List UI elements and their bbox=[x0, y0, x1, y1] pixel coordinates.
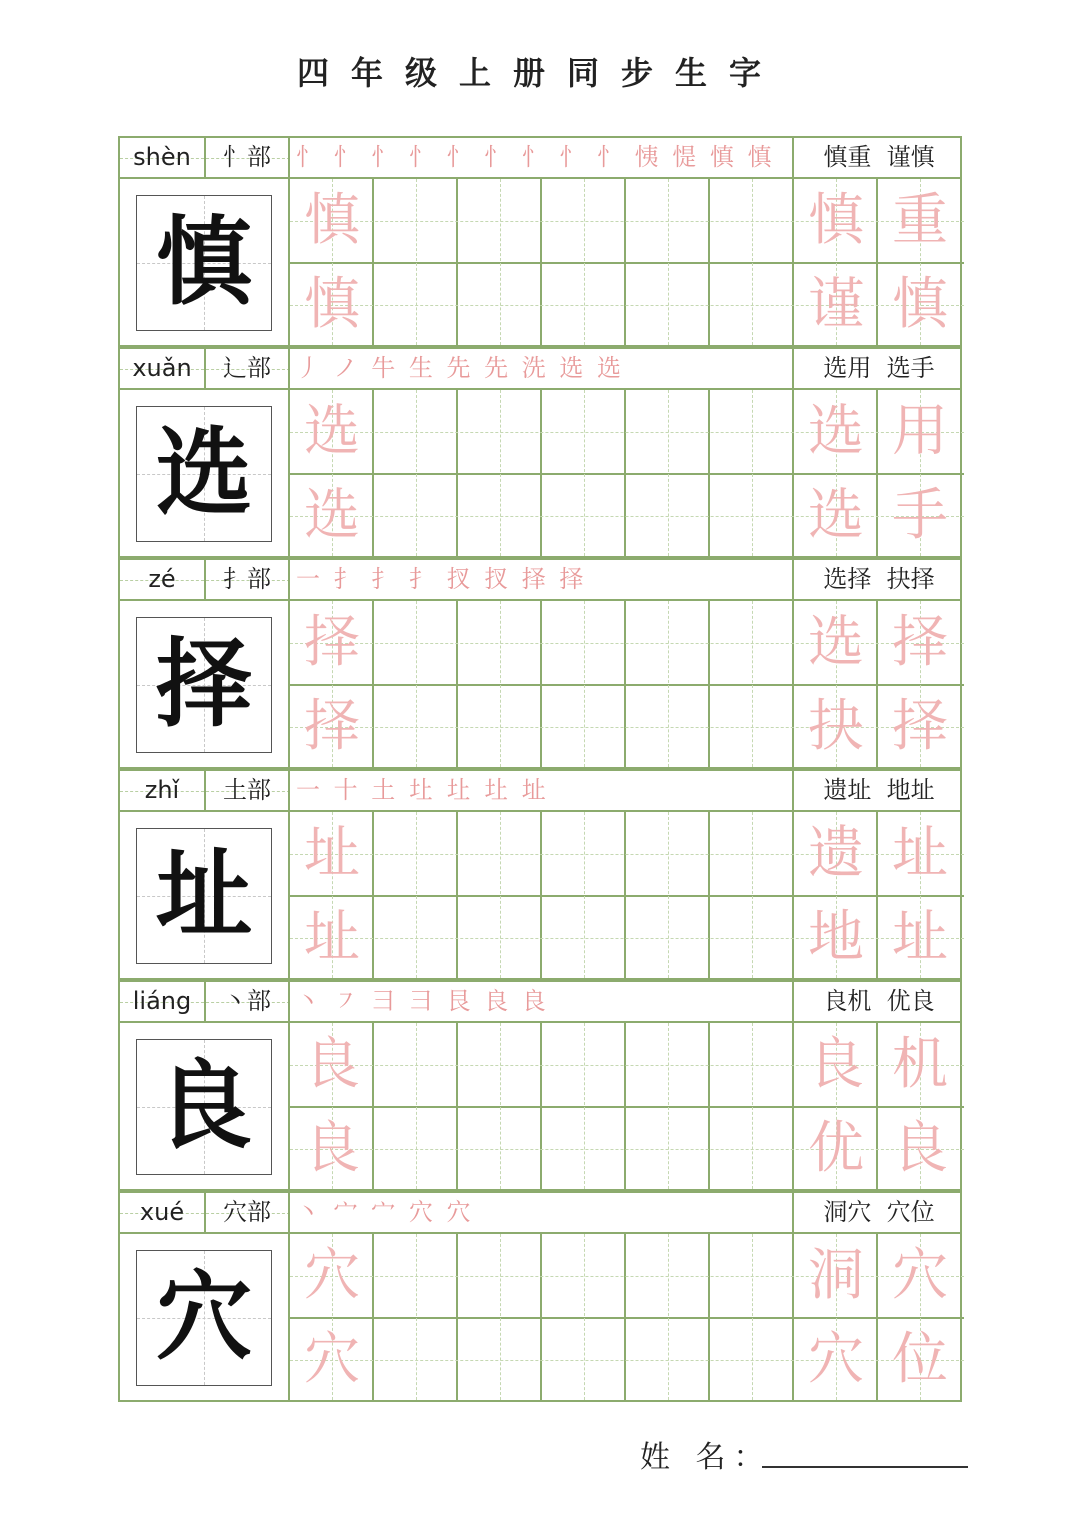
writing-cell[interactable] bbox=[542, 812, 626, 896]
model-character: 址 bbox=[156, 838, 252, 951]
trace-character: 择 bbox=[304, 610, 360, 675]
writing-cell[interactable] bbox=[374, 1023, 458, 1107]
writing-cell[interactable] bbox=[458, 263, 542, 347]
word-trace-character: 择 bbox=[892, 610, 948, 675]
block-header bbox=[118, 347, 962, 390]
pinyin-label: zhǐ bbox=[144, 776, 180, 804]
word-trace-character: 良 bbox=[808, 1032, 864, 1097]
writing-cell[interactable] bbox=[374, 263, 458, 347]
model-character-box bbox=[136, 617, 272, 753]
pinyin-label: liáng bbox=[132, 987, 192, 1015]
radical-label: 扌部 bbox=[223, 565, 271, 593]
stroke-order: 丿 ノ 牛 生 先 先 洗 选 选 bbox=[296, 354, 625, 382]
writing-cell[interactable] bbox=[374, 390, 458, 474]
stroke-order: 丶 ㇇ 彐 彐 艮 良 良 bbox=[296, 987, 549, 1015]
trace-character: 择 bbox=[304, 694, 360, 759]
writing-cell[interactable] bbox=[374, 601, 458, 685]
word-pair-label: 选用 选手 bbox=[823, 354, 935, 382]
word-pair-label: 洞穴 穴位 bbox=[823, 1198, 935, 1226]
block-header bbox=[118, 558, 962, 601]
trace-character: 慎 bbox=[304, 188, 360, 253]
block-header bbox=[118, 136, 962, 179]
practice-grid bbox=[118, 812, 962, 980]
word-pair-label: 遗址 地址 bbox=[823, 776, 935, 804]
writing-cell[interactable] bbox=[458, 812, 542, 896]
word-trace-character: 择 bbox=[892, 694, 948, 759]
writing-cell[interactable] bbox=[458, 601, 542, 685]
word-trace-character: 用 bbox=[892, 399, 948, 464]
radical-label: 穴部 bbox=[223, 1198, 271, 1226]
stroke-order: 一 十 土 圵 圵 圵 址 bbox=[296, 776, 549, 804]
writing-cell[interactable] bbox=[458, 1023, 542, 1107]
writing-cell[interactable] bbox=[542, 896, 626, 980]
radical-label: 土部 bbox=[223, 776, 271, 804]
writing-cell[interactable] bbox=[710, 1107, 794, 1191]
model-character: 良 bbox=[156, 1049, 252, 1162]
word-trace-character: 手 bbox=[892, 483, 948, 548]
practice-grid bbox=[118, 1234, 962, 1402]
word-trace-character: 洞 bbox=[808, 1243, 864, 1308]
writing-cell[interactable] bbox=[626, 685, 710, 769]
character-block bbox=[118, 769, 962, 980]
model-character: 选 bbox=[156, 416, 252, 529]
writing-cell[interactable] bbox=[626, 812, 710, 896]
writing-cell[interactable] bbox=[542, 179, 626, 263]
page-title: 四年级上册同步生字 bbox=[296, 54, 783, 92]
writing-cell[interactable] bbox=[626, 179, 710, 263]
word-pair-label: 良机 优良 bbox=[823, 987, 935, 1015]
name-label: 姓 名： bbox=[640, 1440, 772, 1475]
block-header bbox=[118, 769, 962, 812]
block-header bbox=[118, 1191, 962, 1234]
writing-cell[interactable] bbox=[710, 179, 794, 263]
word-trace-character: 选 bbox=[808, 399, 864, 464]
pinyin-label: zé bbox=[148, 565, 176, 593]
word-trace-character: 选 bbox=[808, 483, 864, 548]
word-trace-character: 重 bbox=[892, 188, 948, 253]
trace-character: 慎 bbox=[304, 272, 360, 337]
writing-cell[interactable] bbox=[710, 896, 794, 980]
writing-cell[interactable] bbox=[626, 263, 710, 347]
radical-label: 忄部 bbox=[223, 143, 271, 171]
word-trace-character: 抉 bbox=[808, 694, 864, 759]
character-block bbox=[118, 347, 962, 558]
character-block bbox=[118, 1191, 962, 1402]
word-trace-character: 地 bbox=[808, 905, 864, 970]
writing-cell[interactable] bbox=[542, 601, 626, 685]
writing-cell[interactable] bbox=[626, 390, 710, 474]
practice-grid bbox=[118, 390, 962, 558]
word-pair-label: 选择 抉择 bbox=[823, 565, 935, 593]
trace-character: 穴 bbox=[304, 1327, 360, 1392]
model-character-box bbox=[136, 1039, 272, 1175]
writing-cell[interactable] bbox=[458, 390, 542, 474]
word-trace-character: 谨 bbox=[808, 272, 864, 337]
trace-character: 穴 bbox=[304, 1243, 360, 1308]
writing-cell[interactable] bbox=[542, 1234, 626, 1318]
radical-label: 丶部 bbox=[223, 987, 271, 1015]
radical-label: 辶部 bbox=[223, 354, 271, 382]
writing-cell[interactable] bbox=[458, 1234, 542, 1318]
writing-cell[interactable] bbox=[710, 263, 794, 347]
word-trace-character: 慎 bbox=[892, 272, 948, 337]
word-trace-character: 选 bbox=[808, 610, 864, 675]
writing-cell[interactable] bbox=[458, 1107, 542, 1191]
word-trace-character: 机 bbox=[892, 1032, 948, 1097]
writing-cell[interactable] bbox=[542, 474, 626, 558]
writing-cell[interactable] bbox=[542, 1107, 626, 1191]
trace-character: 良 bbox=[304, 1032, 360, 1097]
writing-cell[interactable] bbox=[458, 685, 542, 769]
model-character-box bbox=[136, 828, 272, 964]
writing-cell[interactable] bbox=[542, 390, 626, 474]
writing-cell[interactable] bbox=[626, 474, 710, 558]
model-character: 慎 bbox=[156, 205, 252, 318]
writing-cell[interactable] bbox=[710, 812, 794, 896]
writing-cell[interactable] bbox=[458, 179, 542, 263]
word-trace-character: 优 bbox=[808, 1116, 864, 1181]
writing-cell[interactable] bbox=[710, 1023, 794, 1107]
writing-cell[interactable] bbox=[374, 1318, 458, 1402]
character-block bbox=[118, 980, 962, 1191]
practice-grid bbox=[118, 179, 962, 347]
writing-cell[interactable] bbox=[458, 1318, 542, 1402]
character-block bbox=[118, 558, 962, 769]
writing-cell[interactable] bbox=[374, 812, 458, 896]
trace-character: 良 bbox=[304, 1116, 360, 1181]
writing-cell[interactable] bbox=[374, 179, 458, 263]
practice-grid bbox=[118, 601, 962, 769]
writing-cell[interactable] bbox=[374, 896, 458, 980]
writing-cell[interactable] bbox=[374, 1107, 458, 1191]
trace-character: 址 bbox=[304, 821, 360, 886]
character-block bbox=[118, 136, 962, 347]
pinyin-label: xuǎn bbox=[132, 354, 192, 382]
stroke-order: 丶 宀 宀 穴 穴 bbox=[296, 1198, 474, 1226]
writing-cell[interactable] bbox=[710, 1318, 794, 1402]
name-input-line[interactable] bbox=[762, 1466, 968, 1468]
writing-cell[interactable] bbox=[626, 601, 710, 685]
word-trace-character: 良 bbox=[892, 1116, 948, 1181]
writing-cell[interactable] bbox=[626, 1023, 710, 1107]
stroke-order: 一 扌 扌 扌 扠 扠 择 择 bbox=[296, 565, 587, 593]
writing-cell[interactable] bbox=[542, 263, 626, 347]
writing-cell[interactable] bbox=[626, 1318, 710, 1402]
writing-cell[interactable] bbox=[542, 1318, 626, 1402]
trace-character: 址 bbox=[304, 905, 360, 970]
writing-cell[interactable] bbox=[626, 896, 710, 980]
word-trace-character: 址 bbox=[892, 905, 948, 970]
stroke-order: 忄 忄 忄 忄 忄 忄 忄 忄 忄 恞 惿 慎 慎 bbox=[296, 143, 775, 171]
trace-character: 选 bbox=[304, 483, 360, 548]
writing-cell[interactable] bbox=[710, 390, 794, 474]
model-character-box bbox=[136, 406, 272, 542]
word-trace-character: 慎 bbox=[808, 188, 864, 253]
model-character: 择 bbox=[156, 627, 252, 740]
writing-cell[interactable] bbox=[458, 474, 542, 558]
word-trace-character: 址 bbox=[892, 821, 948, 886]
pinyin-label: xué bbox=[139, 1198, 185, 1226]
writing-cell[interactable] bbox=[542, 1023, 626, 1107]
block-header bbox=[118, 980, 962, 1023]
writing-cell[interactable] bbox=[542, 685, 626, 769]
writing-cell[interactable] bbox=[626, 1234, 710, 1318]
word-trace-character: 位 bbox=[892, 1327, 948, 1392]
writing-cell[interactable] bbox=[374, 685, 458, 769]
writing-cell[interactable] bbox=[710, 474, 794, 558]
word-trace-character: 穴 bbox=[892, 1243, 948, 1308]
writing-cell[interactable] bbox=[710, 601, 794, 685]
model-character: 穴 bbox=[156, 1260, 252, 1373]
writing-cell[interactable] bbox=[626, 1107, 710, 1191]
word-trace-character: 遗 bbox=[808, 821, 864, 886]
writing-cell[interactable] bbox=[374, 1234, 458, 1318]
word-pair-label: 慎重 谨慎 bbox=[823, 143, 935, 171]
writing-cell[interactable] bbox=[710, 1234, 794, 1318]
trace-character: 选 bbox=[304, 399, 360, 464]
practice-sheet bbox=[118, 136, 962, 1400]
pinyin-label: shèn bbox=[133, 143, 191, 171]
writing-cell[interactable] bbox=[710, 685, 794, 769]
writing-cell[interactable] bbox=[374, 474, 458, 558]
writing-cell[interactable] bbox=[458, 896, 542, 980]
word-trace-character: 穴 bbox=[808, 1327, 864, 1392]
model-character-box bbox=[136, 1250, 272, 1386]
practice-grid bbox=[118, 1023, 962, 1191]
model-character-box bbox=[136, 195, 272, 331]
